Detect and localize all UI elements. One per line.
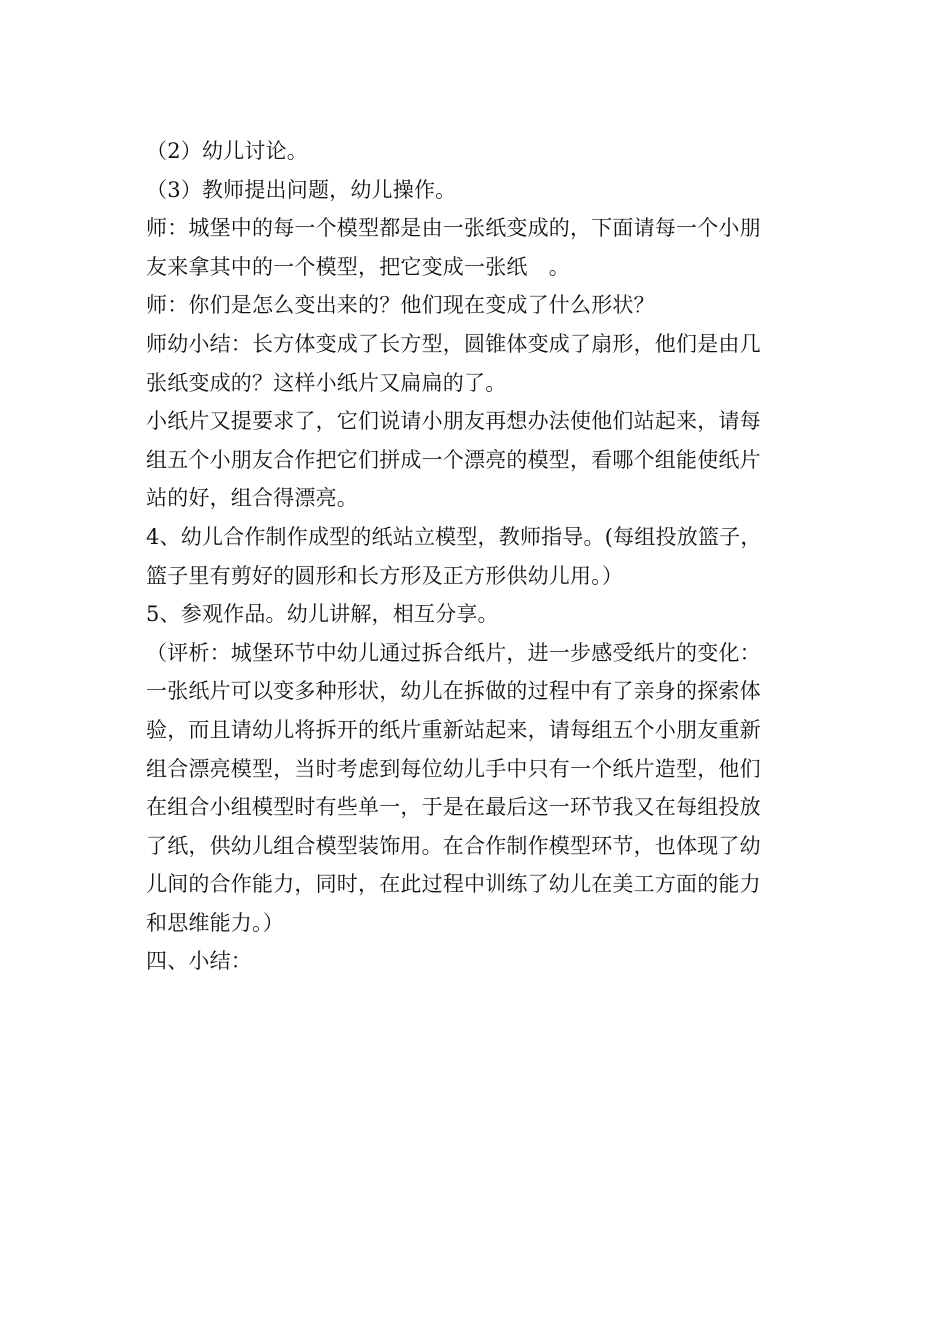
text-line: 了纸，供幼儿组合模型装饰用。在合作制作模型环节，也体现了幼 (146, 833, 761, 858)
text-line: 和思维能力。） (146, 910, 284, 935)
text-line: （2）幼儿讨论。 (146, 139, 308, 163)
text-line: （评析：城堡环节中幼儿通过拆合纸片，进一步感受纸片的变化： (146, 640, 761, 665)
text-line: 张纸变成的？这样小纸片又扁扁的了。 (146, 370, 507, 395)
text-line: 验，而且请幼儿将拆开的纸片重新站起来，请每组五个小朋友重新 (146, 717, 761, 742)
text-line: 小纸片又提要求了，它们说请小朋友再想办法使他们站起来，请每 (146, 409, 761, 434)
text-line: 篮子里有剪好的圆形和长方形及正方形供幼儿用。） (146, 563, 624, 588)
text-line: 站的好，组合得漂亮。 (146, 486, 358, 511)
text-line: 师幼小结：长方体变成了长方型，圆锥体变成了扇形，他们是由几 (146, 331, 761, 356)
text-line: 师：你们是怎么变出来的？他们现在变成了什么形状？ (146, 293, 655, 318)
text-line: 4、幼儿合作制作成型的纸站立模型，教师指导。(每组投放篮子， (146, 524, 762, 549)
text-line: 组合漂亮模型，当时考虑到每位幼儿手中只有一个纸片造型，他们 (146, 756, 761, 781)
text-line: 一张纸片可以变多种形状，幼儿在拆做的过程中有了亲身的探索体 (146, 679, 761, 704)
document-body (146, 132, 806, 981)
text-line: 师：城堡中的每一个模型都是由一张纸变成的，下面请每一个小朋 (146, 216, 761, 241)
text-line: （3）教师提出问题，幼儿操作。 (146, 177, 457, 202)
text-line: 在组合小组模型时有些单一，于是在最后这一环节我又在每组投放 (146, 795, 761, 820)
text-line: 儿间的合作能力，同时，在此过程中训练了幼儿在美工方面的能力 (146, 872, 761, 897)
text-line: 友来拿其中的一个模型，把它变成一张纸 。 (146, 254, 570, 279)
text-line: 组五个小朋友合作把它们拼成一个漂亮的模型，看哪个组能使纸片 (146, 447, 761, 472)
section-heading: 四、小结： (146, 949, 252, 974)
text-line: 5、参观作品。幼儿讲解，相互分享。 (146, 602, 499, 627)
